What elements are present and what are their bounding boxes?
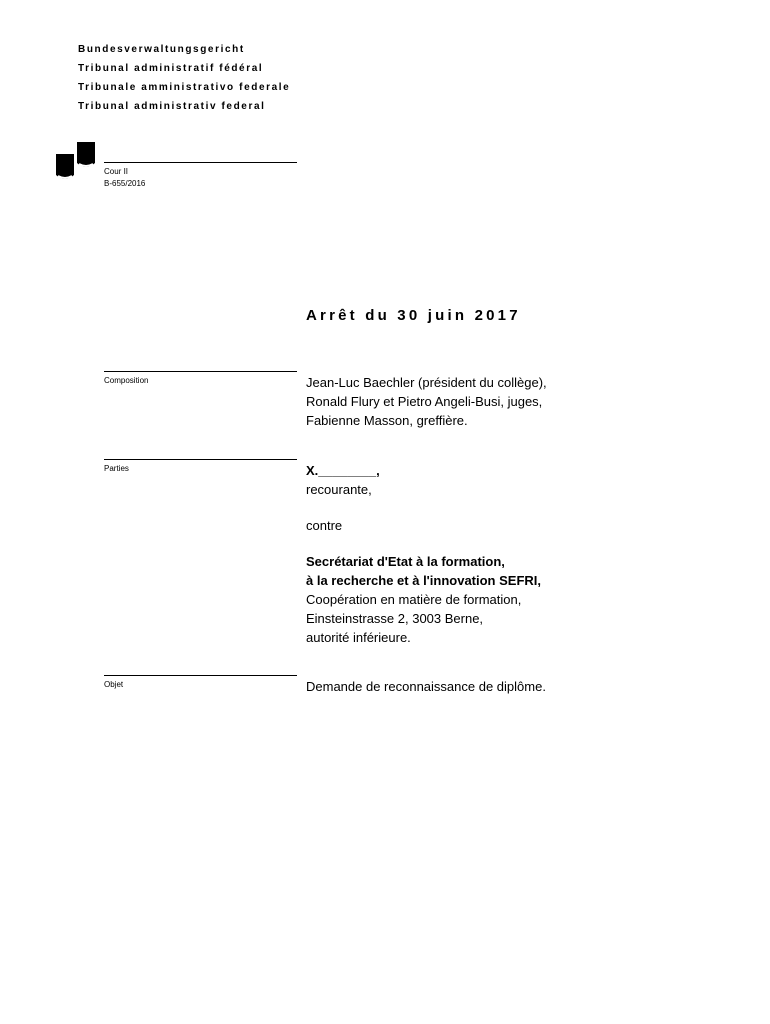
authority-name-line: à la recherche et à l'innovation SEFRI, — [306, 573, 541, 588]
court-logo-icon — [56, 142, 96, 186]
case-number: B-655/2016 — [104, 179, 146, 188]
parties-label: Parties — [104, 464, 129, 473]
court-name-fr: Tribunal administratif fédéral — [78, 63, 264, 74]
authority-line: autorité inférieure. — [306, 630, 411, 645]
appellant-role: recourante, — [306, 482, 372, 497]
parties-rule — [104, 459, 297, 460]
authority-line: Einsteinstrasse 2, 3003 Berne, — [306, 611, 484, 626]
decision-title: Arrêt du 30 juin 2017 — [306, 307, 521, 324]
object-rule — [104, 675, 297, 676]
court-name-de: Bundesverwaltungsgericht — [78, 44, 245, 55]
court-name-rm: Tribunal administrativ federal — [78, 101, 266, 112]
authority-name-line: Secrétariat d'Etat à la formation, — [306, 554, 505, 569]
authority-line: Coopération en matière de formation, — [306, 592, 522, 607]
composition-text — [306, 373, 547, 430]
header-rule — [104, 162, 297, 163]
composition-line: Jean-Luc Baechler (président du collège), — [306, 375, 547, 390]
composition-line: Ronald Flury et Pietro Angeli-Busi, juges, — [306, 394, 543, 409]
composition-label: Composition — [104, 376, 149, 385]
object-text — [306, 677, 546, 696]
object-label: Objet — [104, 680, 124, 689]
composition-rule — [104, 371, 297, 372]
object-line: Demande de reconnaissance de diplôme. — [306, 679, 546, 694]
composition-line: Fabienne Masson, greffière. — [306, 413, 468, 428]
court-name-it: Tribunale amministrativo federale — [78, 82, 291, 93]
versus-text: contre — [306, 518, 343, 533]
appellant-name: X.________, — [306, 463, 380, 478]
court-division: Cour II — [104, 167, 129, 176]
court-names — [78, 40, 290, 116]
parties-text — [306, 461, 541, 647]
